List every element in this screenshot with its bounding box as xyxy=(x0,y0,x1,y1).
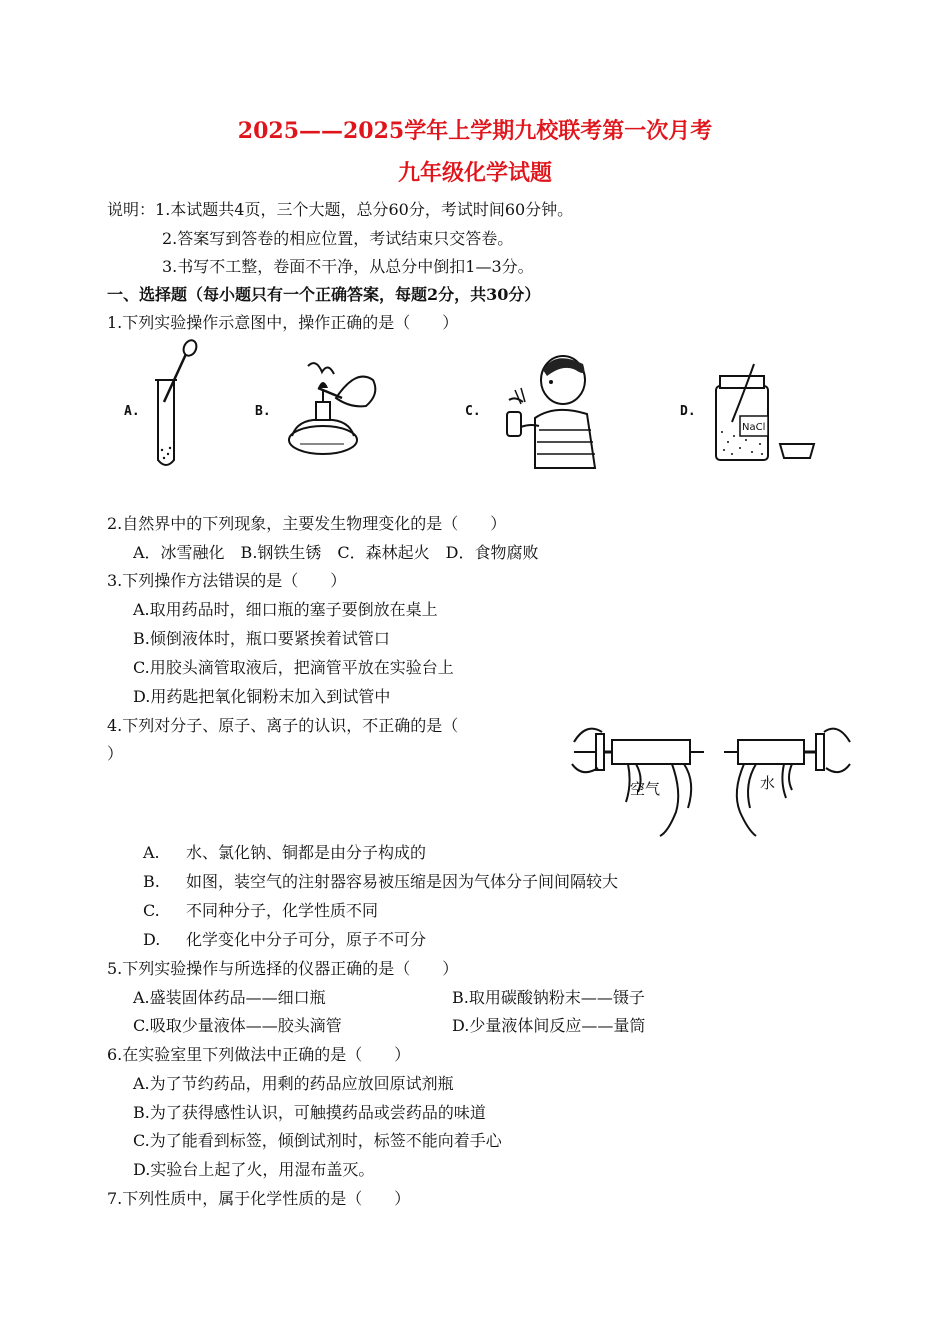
q1-stem: 1.下列实验操作示意图中，操作正确的是（ ） xyxy=(107,313,459,332)
q3-option-c: C.用胶头滴管取液后，把滴管平放在实验台上 xyxy=(133,658,454,677)
q5-option-d: D.少量液体间反应——量筒 xyxy=(452,1016,646,1035)
q1-label-c: C. xyxy=(465,404,481,419)
q4-option-b-letter: B. xyxy=(143,872,160,891)
q1-label-d: D. xyxy=(680,404,696,419)
q1-figure-b-alcohol-lamp xyxy=(278,358,388,463)
instruction-item-2: 2.答案写到答卷的相应位置，考试结束只交答卷。 xyxy=(162,229,514,248)
q6-option-b: B.为了获得感性认识，可触摸药品或尝药品的味道 xyxy=(133,1103,486,1122)
q3-option-b: B.倾倒液体时，瓶口要紧挨着试管口 xyxy=(133,629,390,648)
q1-label-a: A. xyxy=(124,404,140,419)
q4-option-a-text: 水、氯化钠、铜都是由分子构成的 xyxy=(186,843,427,862)
q5-option-a: A.盛装固体药品——细口瓶 xyxy=(133,988,326,1007)
q5-option-c: C.吸取少量液体——胶头滴管 xyxy=(133,1016,342,1035)
section-heading: 一、选择题（每小题只有一个正确答案，每题2分，共30分） xyxy=(107,285,541,304)
q4-option-b-text: 如图，装空气的注射器容易被压缩是因为气体分子间间隔较大 xyxy=(186,872,619,891)
q1-figure-a-dropper-test-tube xyxy=(150,340,200,470)
q4-label-air: 空气 xyxy=(630,780,661,798)
instruction-item-3: 3.书写不工整，卷面不干净，从总分中倒扣1—3分。 xyxy=(162,257,534,276)
q4-label-water: 水 xyxy=(760,774,776,792)
q3-option-a: A.取用药品时，细口瓶的塞子要倒放在桌上 xyxy=(133,600,438,619)
q1-label-b: B. xyxy=(255,404,271,419)
exam-subtitle: 九年级化学试题 xyxy=(397,160,552,186)
q6-option-a: A.为了节约药品，用剩的药品应放回原试剂瓶 xyxy=(133,1074,454,1093)
q4-figure-syringes xyxy=(572,712,852,840)
q5-stem: 5.下列实验操作与所选择的仪器正确的是（ ） xyxy=(107,959,459,978)
q3-option-d: D.用药匙把氧化铜粉末加入到试管中 xyxy=(133,687,391,706)
instruction-item-1: 1.本试题共4页，三个大题，总分60分，考试时间60分钟。 xyxy=(155,200,574,219)
q7-stem: 7.下列性质中，属于化学性质的是（ ） xyxy=(107,1189,411,1208)
instructions-line-1 xyxy=(107,200,573,220)
q4-option-c-text: 不同种分子，化学性质不同 xyxy=(186,901,379,920)
q4-option-c-letter: C. xyxy=(143,901,160,920)
q6-option-c: C.为了能看到标签，倾倒试剂时，标签不能向着手心 xyxy=(133,1131,502,1150)
q4-option-d-text: 化学变化中分子可分，原子不可分 xyxy=(186,930,427,949)
q2-stem: 2.自然界中的下列现象，主要发生物理变化的是（ ） xyxy=(107,514,507,533)
q2-options: A．冰雪融化 B.钢铁生锈 C．森林起火 D．食物腐败 xyxy=(133,543,539,562)
instructions-label: 说明： xyxy=(107,200,156,219)
q4-option-a-letter: A. xyxy=(143,843,160,862)
q6-option-d: D.实验台上起了火，用湿布盖灭。 xyxy=(133,1160,375,1179)
q3-stem: 3.下列操作方法错误的是（ ） xyxy=(107,571,347,590)
q6-stem: 6.在实验室里下列做法中正确的是（ ） xyxy=(107,1045,411,1064)
exam-title: 2025——2025学年上学期九校联考第一次月考 xyxy=(237,118,713,144)
q4-stem-line2: ） xyxy=(107,744,124,763)
q1-figure-c-boy-smelling xyxy=(495,350,605,468)
q1-figure-d-nacl-jar xyxy=(710,362,820,467)
q4-stem-line1: 4.下列对分子、原子、离子的认识，不正确的是（ xyxy=(107,716,459,735)
q5-option-b: B.取用碳酸钠粉末——镊子 xyxy=(452,988,645,1007)
nacl-label: NaCl xyxy=(742,422,766,433)
q4-option-d-letter: D. xyxy=(143,930,161,949)
